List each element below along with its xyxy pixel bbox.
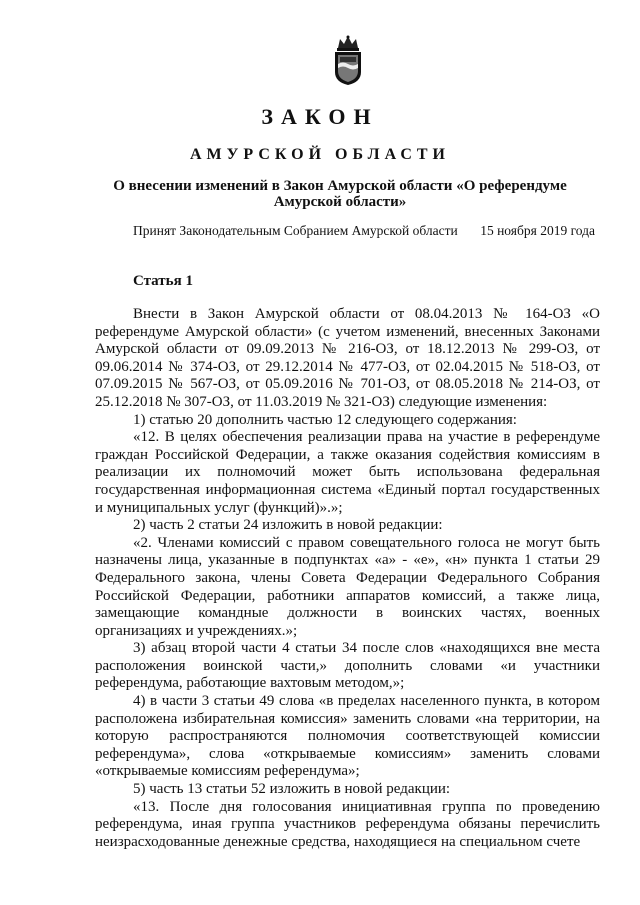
- region-subtitle: АМУРСКОЙ ОБЛАСТИ: [190, 146, 450, 163]
- paragraph-intro: Внести в Закон Амурской области от 08.04.2013 № 164-ОЗ «О референдуме Амурской области» (с учетом изменений, внесенных Законами Амурской области от 09.09.2013 № 216-ОЗ, от 18.12.2013 № 299-ОЗ, от 09.06.2014 № 374-ОЗ, от 29.12.2014 № 477-ОЗ, от 02.04.2015 № 518-ОЗ, от 07.09.2015 № 567-ОЗ, от 05.09.2016 № 701-ОЗ, от 08.05.2018 № 214-ОЗ, от 25.12.2018 № 307-ОЗ, от 11.03.2019 № 321-ОЗ) следующие изменения:: [95, 306, 600, 410]
- adopted-date: 15 ноября 2019 года: [480, 223, 595, 238]
- amur-region-coat-of-arms-icon: [330, 34, 366, 86]
- adopted-by-text: Принят Законодательным Собранием Амурской области: [133, 223, 458, 238]
- paragraph-item-4: 4) в части 3 статьи 49 слова «в пределах населенного пункта, в котором расположена избирательная комиссия» заменить словами «на территории, на которую распространяются полномочия соответствующей комиссии референдума», слова «открываемые комиссиям» заменить словами «открываемые комиссиям референдума»;: [95, 693, 600, 780]
- document-type-title: ЗАКОН: [261, 104, 379, 129]
- paragraph-quote-13: «13. После дня голосования инициативная группа по проведению референдума, иная группа участников референдума обязаны перечислить неизрасходованные денежные средства, находящиеся на специальном счете: [95, 798, 600, 850]
- law-heading: О внесении изменений в Закон Амурской области «О референдуме Амурской области»: [113, 178, 567, 210]
- paragraph-item-3: 3) абзац второй части 4 статьи 34 после слов «находящихся вне места расположения воинской части,» дополнить словами «и участники референдума, работающие вахтовым методом,»;: [95, 640, 600, 692]
- paragraph-item-2: 2) часть 2 статьи 24 изложить в новой редакции:: [133, 517, 443, 534]
- article-body: [95, 306, 600, 851]
- paragraph-item-1: 1) статью 20 дополнить частью 12 следующего содержания:: [133, 411, 517, 428]
- article-title: Статья 1: [133, 273, 193, 289]
- adoption-line: [133, 223, 595, 239]
- paragraph-quote-12: «12. В целях обеспечения реализации права на участие в референдуме граждан Российской Федерации, а также оказания содействия комиссиям в реализации их полномочий может быть использована федеральная государственная информационная система «Единый портал государственных и муниципальных услуг (функций)».»;: [95, 429, 600, 516]
- paragraph-quote-2: «2. Членами комиссий с правом совещательного голоса не могут быть назначены лица, указанные в подпунктах «а» - «е», «н» пункта 1 статьи 29 Федерального закона, члены Совета Федерации Федерального Собрания Российской Федерации, работники аппаратов комиссий, а также лица, замещающие командные должности в воинских частях, военных организациях и учреждениях.»;: [95, 534, 600, 639]
- paragraph-item-5: 5) часть 13 статьи 52 изложить в новой редакции:: [133, 781, 451, 798]
